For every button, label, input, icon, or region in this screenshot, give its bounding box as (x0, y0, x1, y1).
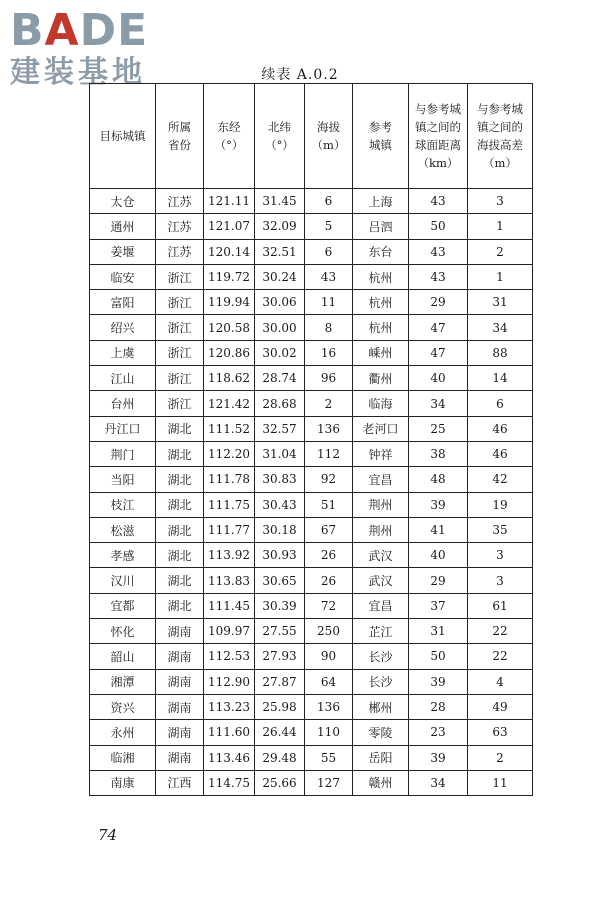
table-row (90, 391, 533, 416)
table-cell: 湖北 (156, 543, 204, 568)
table-cell: 27.55 (255, 619, 305, 644)
table-cell: 11 (468, 770, 533, 795)
table-cell: 郴州 (353, 694, 409, 719)
table-cell: 老河口 (353, 416, 409, 441)
table-cell: 25 (409, 416, 468, 441)
table-cell: 31 (409, 619, 468, 644)
table-cell: 宜都 (90, 593, 156, 618)
table-cell: 湖南 (156, 644, 204, 669)
table-row (90, 593, 533, 618)
table-cell: 30.65 (255, 568, 305, 593)
table-cell: 湖南 (156, 720, 204, 745)
table-cell: 孝感 (90, 543, 156, 568)
table-cell: 台州 (90, 391, 156, 416)
table-cell: 47 (409, 340, 468, 365)
table-cell: 120.14 (204, 239, 255, 264)
table-row (90, 669, 533, 694)
table-cell: 28 (409, 694, 468, 719)
table-cell: 90 (305, 644, 353, 669)
table-cell: 嵊州 (353, 340, 409, 365)
table-cell: 121.42 (204, 391, 255, 416)
table-cell: 27.93 (255, 644, 305, 669)
table-cell: 永州 (90, 720, 156, 745)
table-cell: 23 (409, 720, 468, 745)
table-cell: 松滋 (90, 517, 156, 542)
table-cell: 江苏 (156, 189, 204, 214)
table-cell: 3 (468, 568, 533, 593)
table-cell: 零陵 (353, 720, 409, 745)
table-row (90, 720, 533, 745)
table-cell: 127 (305, 770, 353, 795)
table-row (90, 416, 533, 441)
table-cell: 通州 (90, 214, 156, 239)
table-cell: 临海 (353, 391, 409, 416)
table-cell: 64 (305, 669, 353, 694)
table-cell: 赣州 (353, 770, 409, 795)
table-cell: 34 (468, 315, 533, 340)
column-header: 东经 （°） (204, 84, 255, 189)
table-cell: 40 (409, 543, 468, 568)
table-cell: 119.72 (204, 264, 255, 289)
table-cell: 32.51 (255, 239, 305, 264)
table-cell: 武汉 (353, 568, 409, 593)
table-cell: 29.48 (255, 745, 305, 770)
table-cell: 浙江 (156, 264, 204, 289)
table-cell: 61 (468, 593, 533, 618)
table-cell: 湖南 (156, 745, 204, 770)
page-number: 74 (98, 826, 118, 844)
table-cell: 39 (409, 669, 468, 694)
table-cell: 当阳 (90, 467, 156, 492)
table-cell: 43 (409, 189, 468, 214)
table-cell: 19 (468, 492, 533, 517)
table-cell: 长沙 (353, 669, 409, 694)
logo-wordmark: BADE (10, 5, 149, 56)
table-cell: 资兴 (90, 694, 156, 719)
table-cell: 武汉 (353, 543, 409, 568)
table-cell: 江西 (156, 770, 204, 795)
table-row (90, 694, 533, 719)
table-cell: 宜昌 (353, 593, 409, 618)
table-cell: 31 (468, 290, 533, 315)
column-header: 北纬 （°） (255, 84, 305, 189)
table-cell: 39 (409, 745, 468, 770)
table-cell: 1 (468, 214, 533, 239)
table-cell: 浙江 (156, 366, 204, 391)
table-cell: 30.43 (255, 492, 305, 517)
table-cell: 江山 (90, 366, 156, 391)
table-cell: 杭州 (353, 264, 409, 289)
table-cell: 88 (468, 340, 533, 365)
table-cell: 31.45 (255, 189, 305, 214)
table-cell: 42 (468, 467, 533, 492)
table-row (90, 315, 533, 340)
table-cell: 浙江 (156, 391, 204, 416)
table-cell: 30.02 (255, 340, 305, 365)
table-cell: 14 (468, 366, 533, 391)
table-cell: 南康 (90, 770, 156, 795)
table-cell: 3 (468, 189, 533, 214)
table-cell: 上海 (353, 189, 409, 214)
table-cell: 杭州 (353, 315, 409, 340)
table-cell: 荆州 (353, 492, 409, 517)
table-cell: 湖北 (156, 593, 204, 618)
table-cell: 112.53 (204, 644, 255, 669)
table-row (90, 214, 533, 239)
table-cell: 3 (468, 543, 533, 568)
table-cell: 湖北 (156, 467, 204, 492)
logo-subtitle: 建装基地 (10, 55, 146, 90)
table-cell: 47 (409, 315, 468, 340)
table-cell: 26 (305, 543, 353, 568)
table-cell: 湖南 (156, 669, 204, 694)
table-cell: 富阳 (90, 290, 156, 315)
table-cell: 110 (305, 720, 353, 745)
column-header: 目标城镇 (90, 84, 156, 189)
table-row (90, 517, 533, 542)
table-cell: 121.11 (204, 189, 255, 214)
column-header: 与参考城 镇之间的 海拔高差 （m） (468, 84, 533, 189)
table-cell: 荆门 (90, 441, 156, 466)
table-cell: 30.18 (255, 517, 305, 542)
table-cell: 136 (305, 416, 353, 441)
table-cell: 杭州 (353, 290, 409, 315)
table-row (90, 568, 533, 593)
table-cell: 湖南 (156, 619, 204, 644)
table-cell: 16 (305, 340, 353, 365)
table-row (90, 543, 533, 568)
table-cell: 72 (305, 593, 353, 618)
table-cell: 22 (468, 644, 533, 669)
table-cell: 临湘 (90, 745, 156, 770)
table-cell: 湘潭 (90, 669, 156, 694)
table-cell: 浙江 (156, 315, 204, 340)
table-cell: 2 (468, 745, 533, 770)
table-cell: 2 (305, 391, 353, 416)
table-cell: 111.78 (204, 467, 255, 492)
table-cell: 怀化 (90, 619, 156, 644)
table-cell: 26 (305, 568, 353, 593)
table-cell: 40 (409, 366, 468, 391)
table-cell: 浙江 (156, 290, 204, 315)
table-row (90, 189, 533, 214)
table-cell: 湖北 (156, 568, 204, 593)
table-body (90, 189, 533, 796)
table-cell: 汉川 (90, 568, 156, 593)
table-cell: 湖北 (156, 441, 204, 466)
table-cell: 韶山 (90, 644, 156, 669)
table-cell: 11 (305, 290, 353, 315)
table-cell: 32.09 (255, 214, 305, 239)
table-cell: 37 (409, 593, 468, 618)
table-cell: 30.39 (255, 593, 305, 618)
table-cell: 29 (409, 290, 468, 315)
table-cell: 5 (305, 214, 353, 239)
table-cell: 30.93 (255, 543, 305, 568)
table-cell: 38 (409, 441, 468, 466)
table-row (90, 239, 533, 264)
table-cell: 30.00 (255, 315, 305, 340)
table-cell: 136 (305, 694, 353, 719)
table-row (90, 340, 533, 365)
table-cell: 临安 (90, 264, 156, 289)
table-cell: 112.20 (204, 441, 255, 466)
table-row (90, 366, 533, 391)
table-cell: 120.58 (204, 315, 255, 340)
table-cell: 30.06 (255, 290, 305, 315)
table-cell: 63 (468, 720, 533, 745)
table-cell: 吕泗 (353, 214, 409, 239)
table-cell: 32.57 (255, 416, 305, 441)
table-cell: 2 (468, 239, 533, 264)
table-cell: 120.86 (204, 340, 255, 365)
table-cell: 96 (305, 366, 353, 391)
table-cell: 4 (468, 669, 533, 694)
table-cell: 43 (409, 239, 468, 264)
table-cell: 50 (409, 644, 468, 669)
table-cell: 6 (305, 189, 353, 214)
table-cell: 绍兴 (90, 315, 156, 340)
table-cell: 41 (409, 517, 468, 542)
table-cell: 湖北 (156, 517, 204, 542)
table-cell: 芷江 (353, 619, 409, 644)
table-cell: 111.77 (204, 517, 255, 542)
table-cell: 92 (305, 467, 353, 492)
table-cell: 50 (409, 214, 468, 239)
table-cell: 46 (468, 416, 533, 441)
table-cell: 67 (305, 517, 353, 542)
table-header-row (90, 84, 533, 189)
table-cell: 30.83 (255, 467, 305, 492)
table-row (90, 745, 533, 770)
table-row (90, 467, 533, 492)
table-cell: 39 (409, 492, 468, 517)
table-cell: 22 (468, 619, 533, 644)
table-cell: 119.94 (204, 290, 255, 315)
table-cell: 8 (305, 315, 353, 340)
table-caption: 续表 A.0.2 (261, 67, 339, 83)
table-cell: 250 (305, 619, 353, 644)
table-cell: 湖北 (156, 492, 204, 517)
table-cell: 113.23 (204, 694, 255, 719)
table-cell: 30.24 (255, 264, 305, 289)
table-cell: 114.75 (204, 770, 255, 795)
table-cell: 51 (305, 492, 353, 517)
table-cell: 43 (305, 264, 353, 289)
data-table (89, 83, 533, 796)
table-cell: 江苏 (156, 214, 204, 239)
table-cell: 丹江口 (90, 416, 156, 441)
table-row (90, 441, 533, 466)
table-cell: 6 (468, 391, 533, 416)
table-cell: 长沙 (353, 644, 409, 669)
table-cell: 112.90 (204, 669, 255, 694)
table-cell: 岳阳 (353, 745, 409, 770)
table-cell: 25.66 (255, 770, 305, 795)
table-cell: 111.45 (204, 593, 255, 618)
table-cell: 111.60 (204, 720, 255, 745)
table-cell: 江苏 (156, 239, 204, 264)
table-cell: 太仓 (90, 189, 156, 214)
table-cell: 28.74 (255, 366, 305, 391)
table-row (90, 770, 533, 795)
table-cell: 55 (305, 745, 353, 770)
table-cell: 宜昌 (353, 467, 409, 492)
table-cell: 111.75 (204, 492, 255, 517)
table-cell: 28.68 (255, 391, 305, 416)
table-cell: 111.52 (204, 416, 255, 441)
table-row (90, 644, 533, 669)
table-cell: 29 (409, 568, 468, 593)
table-cell: 112 (305, 441, 353, 466)
table-cell: 113.83 (204, 568, 255, 593)
table-cell: 姜堰 (90, 239, 156, 264)
table-cell: 43 (409, 264, 468, 289)
table-cell: 钟祥 (353, 441, 409, 466)
table-cell: 35 (468, 517, 533, 542)
table-cell: 浙江 (156, 340, 204, 365)
table-cell: 27.87 (255, 669, 305, 694)
table-cell: 湖南 (156, 694, 204, 719)
table-cell: 东台 (353, 239, 409, 264)
column-header: 海拔 （m） (305, 84, 353, 189)
table-cell: 枝江 (90, 492, 156, 517)
table-row (90, 492, 533, 517)
table-cell: 113.92 (204, 543, 255, 568)
table-cell: 6 (305, 239, 353, 264)
table-cell: 25.98 (255, 694, 305, 719)
table-cell: 121.07 (204, 214, 255, 239)
table-cell: 荆州 (353, 517, 409, 542)
table-cell: 31.04 (255, 441, 305, 466)
column-header: 与参考城 镇之间的 球面距离 （km） (409, 84, 468, 189)
column-header: 所属 省份 (156, 84, 204, 189)
table-row (90, 619, 533, 644)
table-cell: 48 (409, 467, 468, 492)
table-cell: 上虞 (90, 340, 156, 365)
table-cell: 109.97 (204, 619, 255, 644)
table-cell: 118.62 (204, 366, 255, 391)
table-cell: 湖北 (156, 416, 204, 441)
table-cell: 49 (468, 694, 533, 719)
column-header: 参考 城镇 (353, 84, 409, 189)
table-row (90, 264, 533, 289)
table-cell: 26.44 (255, 720, 305, 745)
table-cell: 34 (409, 770, 468, 795)
table-cell: 衢州 (353, 366, 409, 391)
table-cell: 113.46 (204, 745, 255, 770)
table-cell: 46 (468, 441, 533, 466)
table-cell: 34 (409, 391, 468, 416)
table-cell: 1 (468, 264, 533, 289)
table-row (90, 290, 533, 315)
